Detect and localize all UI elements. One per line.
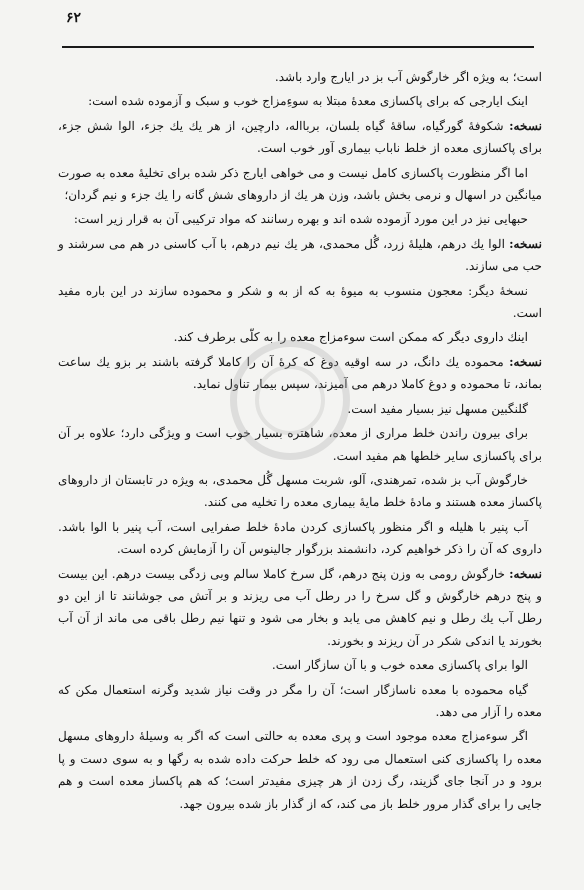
paragraph [58, 233, 542, 278]
paragraph [58, 66, 542, 88]
paragraph-text: خارگوش رومی به وزن پنج درهم، گل سرخ کاملا سالم وبی زدگی بیست درهم. این بیست و پنج درهم خارگوش و گل سرخ را در رطل آب می ریزند و بر آتش می جوشانند تا از این دو رطل آب یك رطل و نیم کاهش می یابد و بخار می شود و تنها نیم رطل باقی می ماند از آن آب بخورند یا اندکی شکر در آن ریزند و بخورند. [58, 566, 542, 648]
paragraph [58, 115, 542, 160]
recipe-label: نسخه: [509, 354, 542, 369]
paragraph [58, 422, 542, 467]
paragraph-text: برای بیرون راندن خلط مراری از معده، شاهتره بسیار خوب است و ویژگی دارد؛ علاوه بر آن برای پاکسازی سایر خلطها هم مفید است. [58, 426, 542, 463]
paragraph [58, 90, 542, 112]
paragraph-text: آب پنیر با هلیله و اگر منظور پاکسازی کردن مادهٔ خلط صفرایی است، آب پنیر با الوا باشد. داروی که آن را ذکر خواهیم کرد، دانشمند بزرگوار جالینوس آن را آزمایش کرده است. [58, 519, 542, 557]
header-rule [62, 46, 534, 48]
paragraph-text: نسخهٔ دیگر: معجون منسوب به میوهٔ به که از به و شکر و محموده سازند در این باره مفید است. [58, 283, 542, 321]
paragraph [58, 725, 542, 815]
paragraph-text: شکوفهٔ گورگیاه، ساقهٔ گیاه بلسان، بربااله، دارچین، از هر یك یك جزء، الوا شش جزء، برای پاکسازی معده از خلط ناباب بیماری آور خوب است. [58, 118, 542, 156]
paragraph-text: گلنگبین مسهل نیز بسیار مفید است. [347, 401, 528, 416]
recipe-label: نسخه: [509, 566, 542, 581]
paragraph [58, 162, 542, 207]
paragraph [58, 469, 542, 514]
paragraph-text: الوا یك درهم، هلیلهٔ زرد، گُل محمدی، هر یك نیم درهم، با آب کاسنی در هم می سرشند و حب می سازند. [58, 236, 542, 274]
paragraph-text: اینك داروی دیگر که ممکن است سوءمزاج معده را به کلّی برطرف کند. [173, 330, 528, 345]
page-number: ۶۲ [66, 10, 82, 26]
body-text [58, 66, 542, 817]
paragraph-text: است؛ به ویژه اگر خارگوش آب بز در ایارج وارد باشد. [274, 70, 542, 84]
paragraph [58, 516, 542, 561]
paragraph [58, 280, 542, 325]
recipe-label: نسخه: [509, 118, 542, 133]
paragraph [58, 326, 542, 348]
recipe-label: نسخه: [509, 236, 542, 251]
paragraph-text: اگر سوءمزاج معده موجود است و پری معده به حالتی است که اگر به وسیلهٔ داروهای مسهل معده را پاکسازی کنی استعمال می رود که خلط حرکت داده شده به رگها و به سوی دست و پا برود و در آنجا جای گزیند، رگ زدن از هر چیزی مفیدتر است؛ که هم پاکساز معده است و هم جایی را برای گذار مرور خلط باز می کند، که از گذار باز شده بیرون جهد. [58, 729, 542, 811]
paragraph-text: اما اگر منظورت پاکسازی کامل نیست و می خواهی ایارج ذکر شده برای تخلیهٔ معده به صورت میانگین در اسهال و نرمی بخش باشد، وزن هر یك از داروهای شش گانه را یك جزء و نیم گردان؛ [58, 165, 542, 203]
paragraph [58, 563, 542, 653]
paragraph [58, 679, 542, 724]
paragraph-text: اینک ایارجی که برای پاکسازی معدهٔ مبتلا به سوءِمزاج خوب و سبک و آزموده شده است: [88, 94, 528, 109]
paragraph [58, 351, 542, 396]
paragraph-text: حبهایی نیز در این مورد آزموده شده اند و بهره رسانند که مواد ترکیبی آن به قرار زیر است: [73, 212, 528, 227]
paragraph-text: خارگوش آب بز شده، تمرهندی، آلو، شربت مسهل گُل محمدی، به ویژه در تابستان از داروهای پاکساز معده هستند و مادهٔ خلط مایهٔ بیماری معده را تخلیه می کنند. [58, 472, 542, 510]
paragraph [58, 398, 542, 420]
paragraph [58, 654, 542, 676]
paragraph-text: گیاه محموده با معده ناسازگار است؛ آن را مگر در وقت نیاز شدید وگرنه استعمال مکن که معده را آزار می دهد. [58, 682, 542, 719]
paragraph-text: الوا برای پاکسازی معده خوب و با آن سازگار است. [271, 658, 528, 673]
paragraph-text: محموده یك دانگ، در سه اوقیه دوغ که کرهٔ آن را کاملا گرفته باشند بر بزو یك ساعت بماند، تا محموده و دوغ کاملا درهم می آمیزند، سپس بیمار تناول نماید. [58, 354, 542, 392]
paragraph [58, 208, 542, 230]
